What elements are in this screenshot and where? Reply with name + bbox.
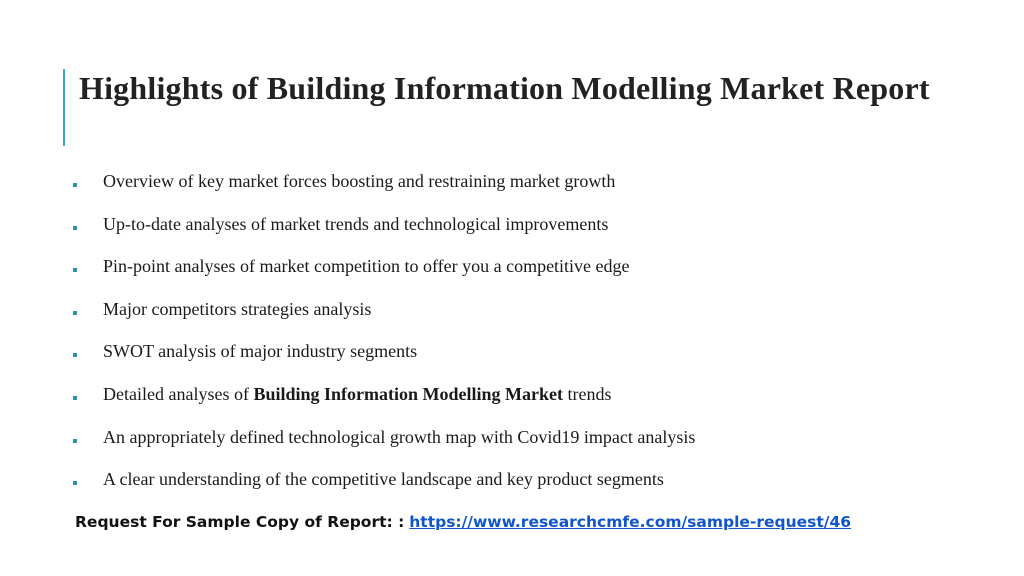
square-bullet-icon	[73, 396, 77, 400]
bullet-text-prefix: Detailed analyses of	[103, 383, 254, 404]
square-bullet-icon	[73, 226, 77, 230]
square-bullet-icon	[73, 439, 77, 443]
sample-request-line	[75, 510, 851, 534]
bullet-text: Overview of key market forces boosting and restraining market growth	[103, 171, 616, 191]
bullet-text: Pin-point analyses of market competition to offer you a competitive edge	[103, 256, 630, 277]
square-bullet-icon	[73, 353, 77, 357]
slide-title: Highlights of Building Information Modelling Market Report	[79, 70, 930, 106]
sample-request-label: Request For Sample Copy of Report: :	[75, 513, 405, 531]
bullet-text-bold: Building Information Modelling Market	[253, 383, 563, 404]
sample-request-link[interactable]: https://www.researchcmfe.com/sample-request/46	[409, 513, 852, 531]
bullet-text: SWOT analysis of major industry segments	[103, 341, 418, 362]
bullet-text-suffix: trends	[562, 383, 612, 404]
bullet-text-mixed	[103, 383, 611, 405]
square-bullet-icon	[73, 481, 77, 485]
square-bullet-icon	[73, 311, 77, 315]
bullet-text: A clear understanding of the competitive landscape and key product segments	[103, 469, 664, 490]
bullet-text: An appropriately defined technological growth map with Covid19 impact analysis	[103, 426, 696, 447]
title-accent-bar	[63, 69, 65, 146]
bullet-text: Up-to-date analyses of market trends and technological improvements	[103, 213, 609, 234]
bullet-text: Major competitors strategies analysis	[103, 298, 372, 319]
square-bullet-icon	[73, 183, 77, 187]
square-bullet-icon	[73, 268, 77, 272]
